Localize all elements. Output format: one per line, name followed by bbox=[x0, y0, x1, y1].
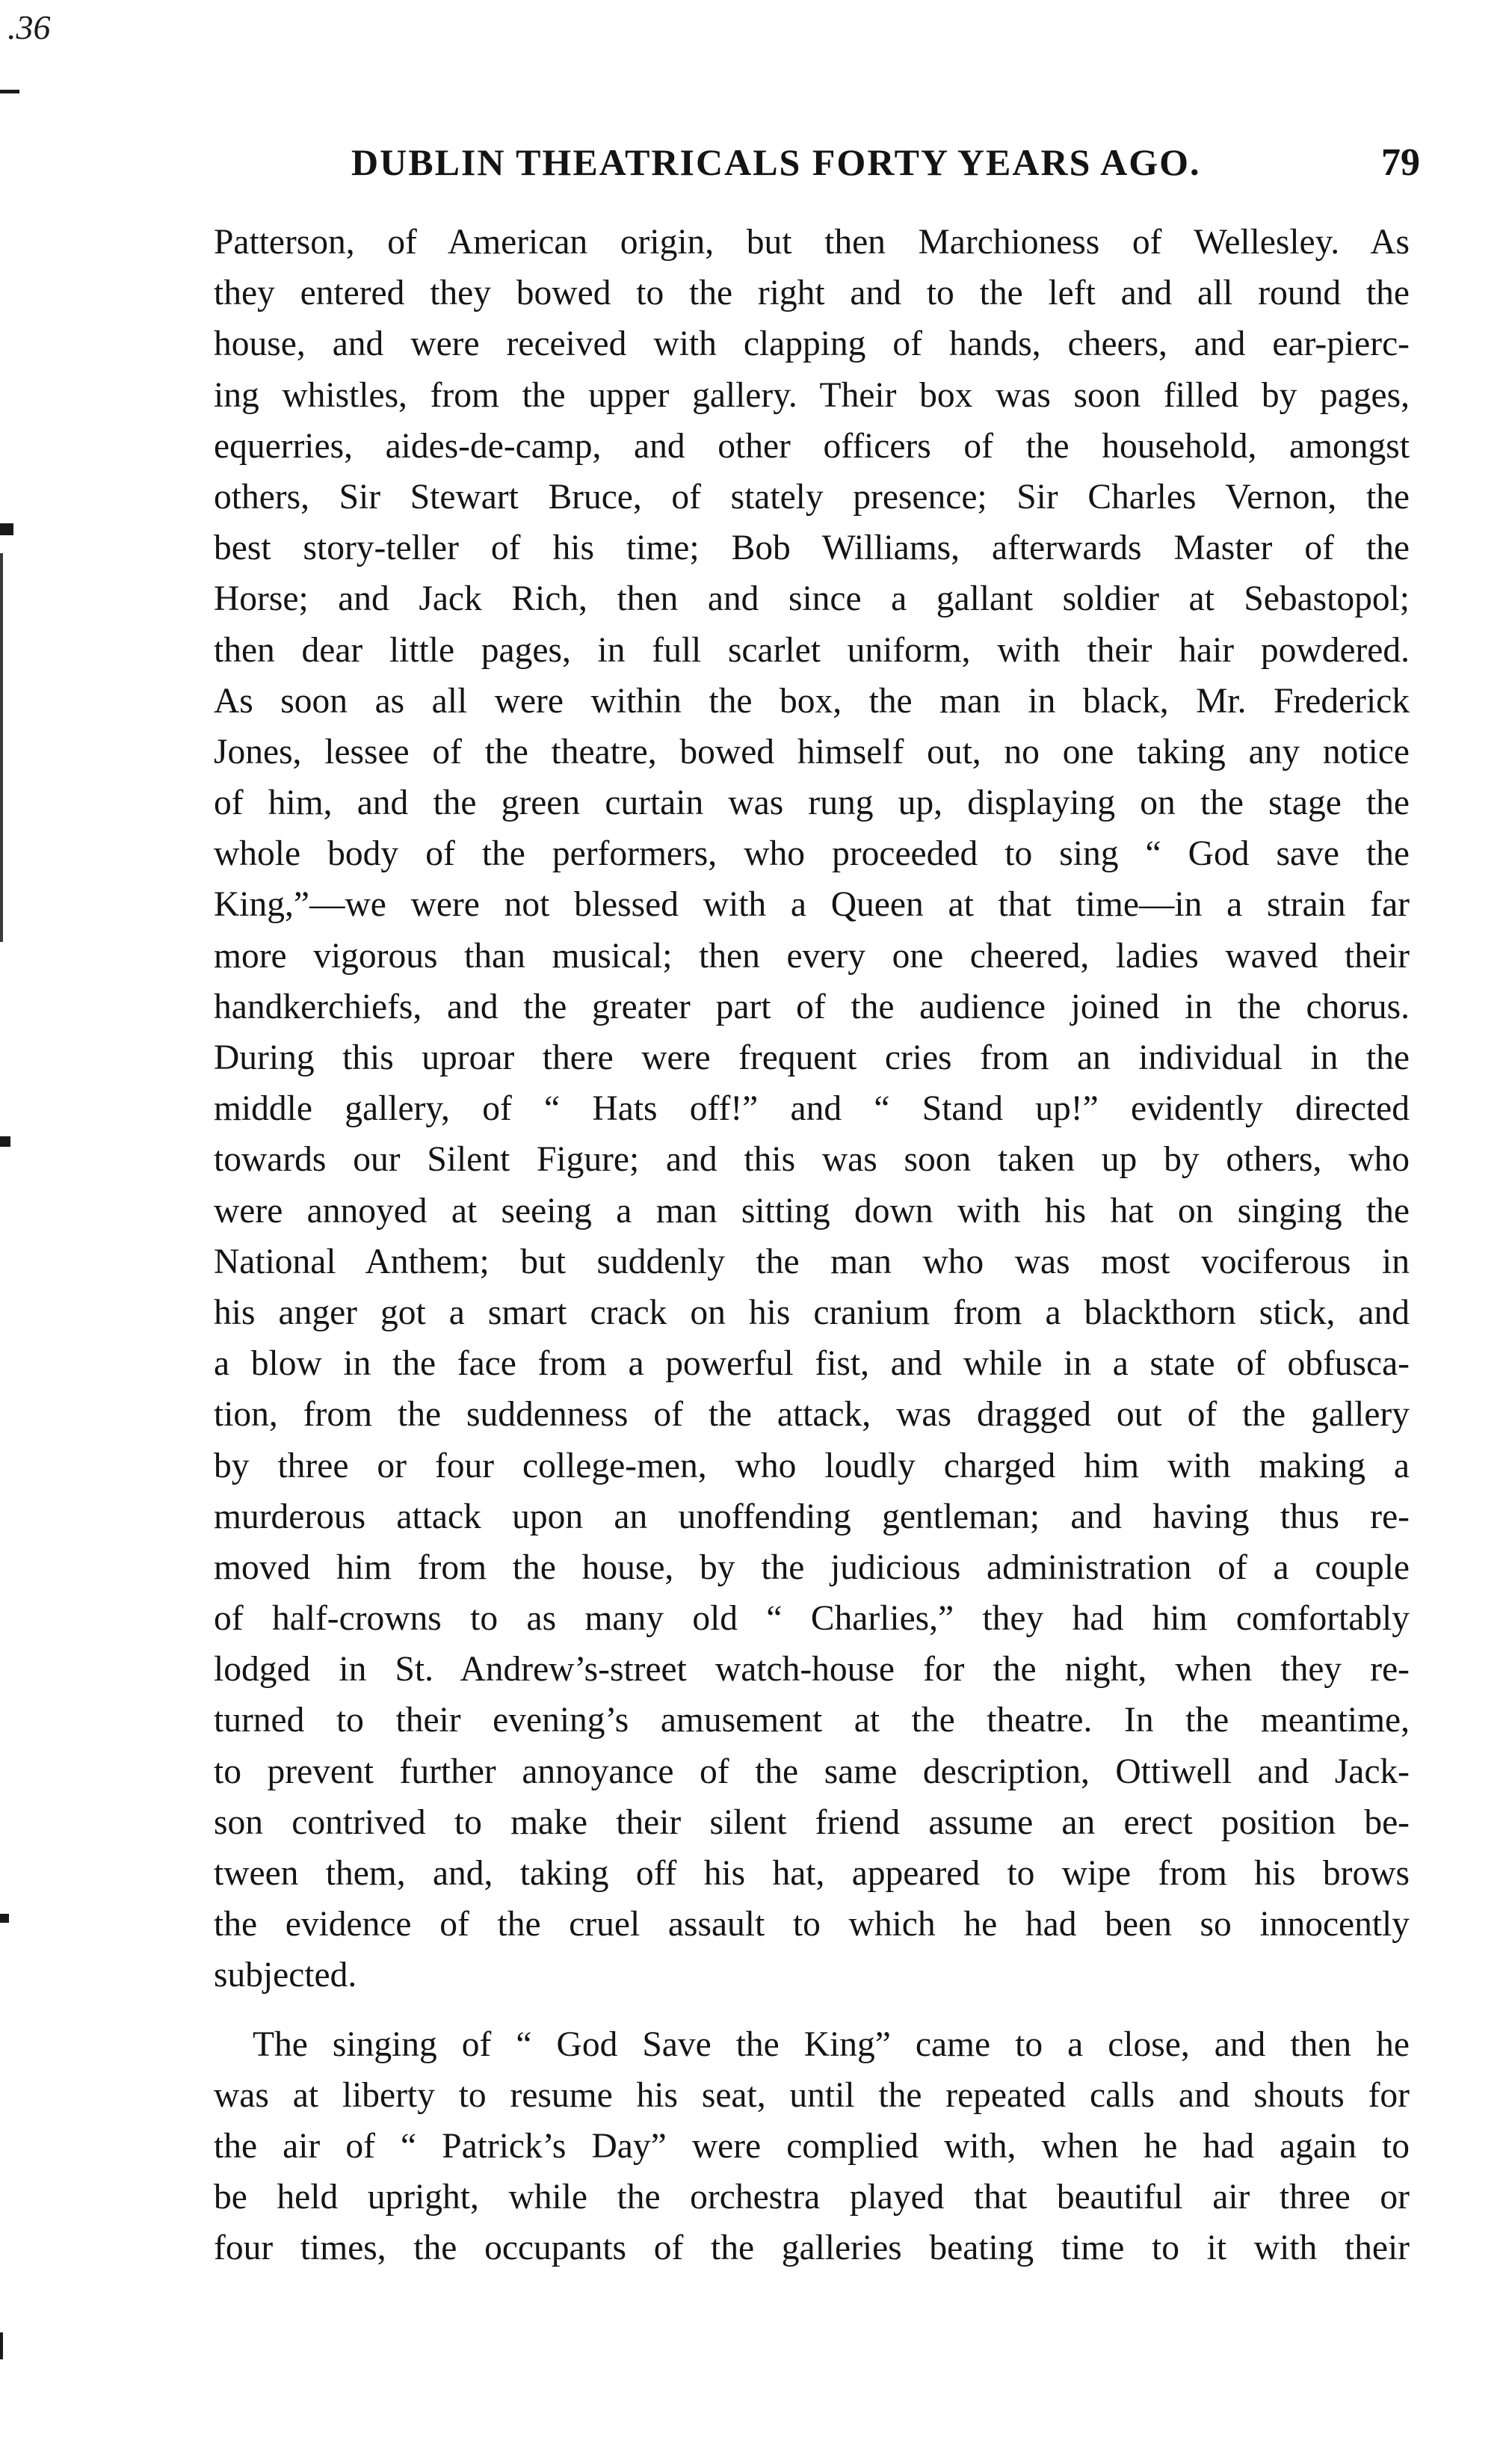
text-line: were annoyed at seeing a man sitting down with his hat on singing the bbox=[214, 1191, 1410, 1231]
running-title: DUBLIN THEATRICALS FORTY YEARS AGO. bbox=[351, 141, 1201, 183]
body-text bbox=[214, 217, 1410, 2274]
text-line: Patterson, of American origin, but then Marchioness of Wellesley. As bbox=[214, 223, 1410, 262]
text-line: subjected. bbox=[214, 1956, 357, 1995]
text-line: tion, from the suddenness of the attack, was dragged out of the gallery bbox=[214, 1395, 1410, 1435]
page-number: 79 bbox=[1381, 141, 1420, 184]
text-line: handkerchiefs, and the greater part of the audience joined in the chorus. bbox=[214, 987, 1410, 1026]
text-line: of him, and the green curtain was rung up, displaying on the stage the bbox=[214, 783, 1410, 823]
text-line: of half-crowns to as many old “ Charlies,” they had him comfortably bbox=[214, 1599, 1410, 1639]
text-line: then dear little pages, in full scarlet uniform, with their hair powdered. bbox=[214, 630, 1410, 670]
text-line: ing whistles, from the upper gallery. Their box was soon filled by pages, bbox=[214, 375, 1410, 415]
text-line: be held upright, while the orchestra played that beautiful air three or bbox=[214, 2178, 1410, 2217]
text-line: As soon as all were within the box, the man in black, Mr. Frederick bbox=[214, 681, 1410, 721]
text-line: murderous attack upon an unoffending gentleman; and having thus re- bbox=[214, 1497, 1410, 1536]
paragraph bbox=[214, 2019, 1410, 2274]
text-line: was at liberty to resume his seat, until the repeated calls and shouts for bbox=[214, 2075, 1410, 2115]
paragraph bbox=[214, 217, 1410, 2001]
text-line: house, and were received with clapping of hands, cheers, and ear-pierc- bbox=[214, 324, 1410, 364]
page-header bbox=[351, 141, 1420, 193]
text-line: the air of “ Patrick’s Day” were complied with, when he had again to bbox=[214, 2126, 1410, 2166]
text-line: a blow in the face from a powerful fist, and while in a state of obfusca- bbox=[214, 1344, 1410, 1384]
text-line: by three or four college-men, who loudly charged him with making a bbox=[214, 1446, 1410, 1485]
text-line: they entered they bowed to the right and to the left and all round the bbox=[214, 274, 1410, 313]
margin-handwritten-note: .36 bbox=[7, 8, 51, 46]
text-line: Horse; and Jack Rich, then and since a gallant soldier at Sebastopol; bbox=[214, 579, 1410, 619]
text-line: National Anthem; but suddenly the man who was most vociferous in bbox=[214, 1242, 1410, 1281]
binding-edge-mark bbox=[0, 90, 19, 93]
text-line: equerries, aides-de-camp, and other officers of the household, amongst bbox=[214, 426, 1410, 466]
binding-edge-mark bbox=[0, 1136, 10, 1147]
text-line: The singing of “ God Save the King” came to a close, and then he bbox=[253, 2024, 1410, 2064]
text-line: more vigorous than musical; then every one cheered, ladies waved their bbox=[214, 936, 1410, 976]
text-line: moved him from the house, by the judicious administration of a couple bbox=[214, 1547, 1410, 1587]
text-line: towards our Silent Figure; and this was soon taken up by others, who bbox=[214, 1140, 1410, 1180]
text-line: his anger got a smart crack on his cranium from a blackthorn stick, and bbox=[214, 1293, 1410, 1332]
text-line: the evidence of the cruel assault to which he had been so innocently bbox=[214, 1905, 1410, 1944]
text-line: others, Sir Stewart Bruce, of stately presence; Sir Charles Vernon, the bbox=[214, 477, 1410, 517]
binding-edge-shadow bbox=[0, 553, 3, 942]
text-line: whole body of the performers, who proceeded to sing “ God save the bbox=[214, 834, 1410, 874]
text-line: During this uproar there were frequent cries from an individual in the bbox=[214, 1038, 1410, 1077]
text-line: Jones, lessee of the theatre, bowed himself out, no one taking any notice bbox=[214, 732, 1410, 771]
text-line: four times, the occupants of the galleries beating time to it with their bbox=[214, 2229, 1410, 2268]
binding-edge-mark bbox=[0, 1914, 9, 1923]
text-line: to prevent further annoyance of the same description, Ottiwell and Jack- bbox=[214, 1752, 1410, 1791]
text-line: middle gallery, of “ Hats off!” and “ Stand up!” evidently directed bbox=[214, 1089, 1410, 1129]
text-line: lodged in St. Andrew’s-street watch-house for the night, when they re- bbox=[214, 1650, 1410, 1690]
text-line: son contrived to make their silent friend assume an erect position be- bbox=[214, 1802, 1410, 1842]
text-line: tween them, and, taking off his hat, appeared to wipe from his brows bbox=[214, 1854, 1410, 1893]
paragraph-gap bbox=[214, 2001, 1410, 2019]
text-line: turned to their evening’s amusement at the theatre. In the meantime, bbox=[214, 1701, 1410, 1740]
binding-edge-mark bbox=[0, 2332, 3, 2359]
binding-edge-mark bbox=[0, 523, 13, 535]
text-line: King,”—we were not blessed with a Queen at that time—in a strain far bbox=[214, 885, 1410, 925]
text-line: best story-teller of his time; Bob Williams, afterwards Master of the bbox=[214, 529, 1410, 568]
